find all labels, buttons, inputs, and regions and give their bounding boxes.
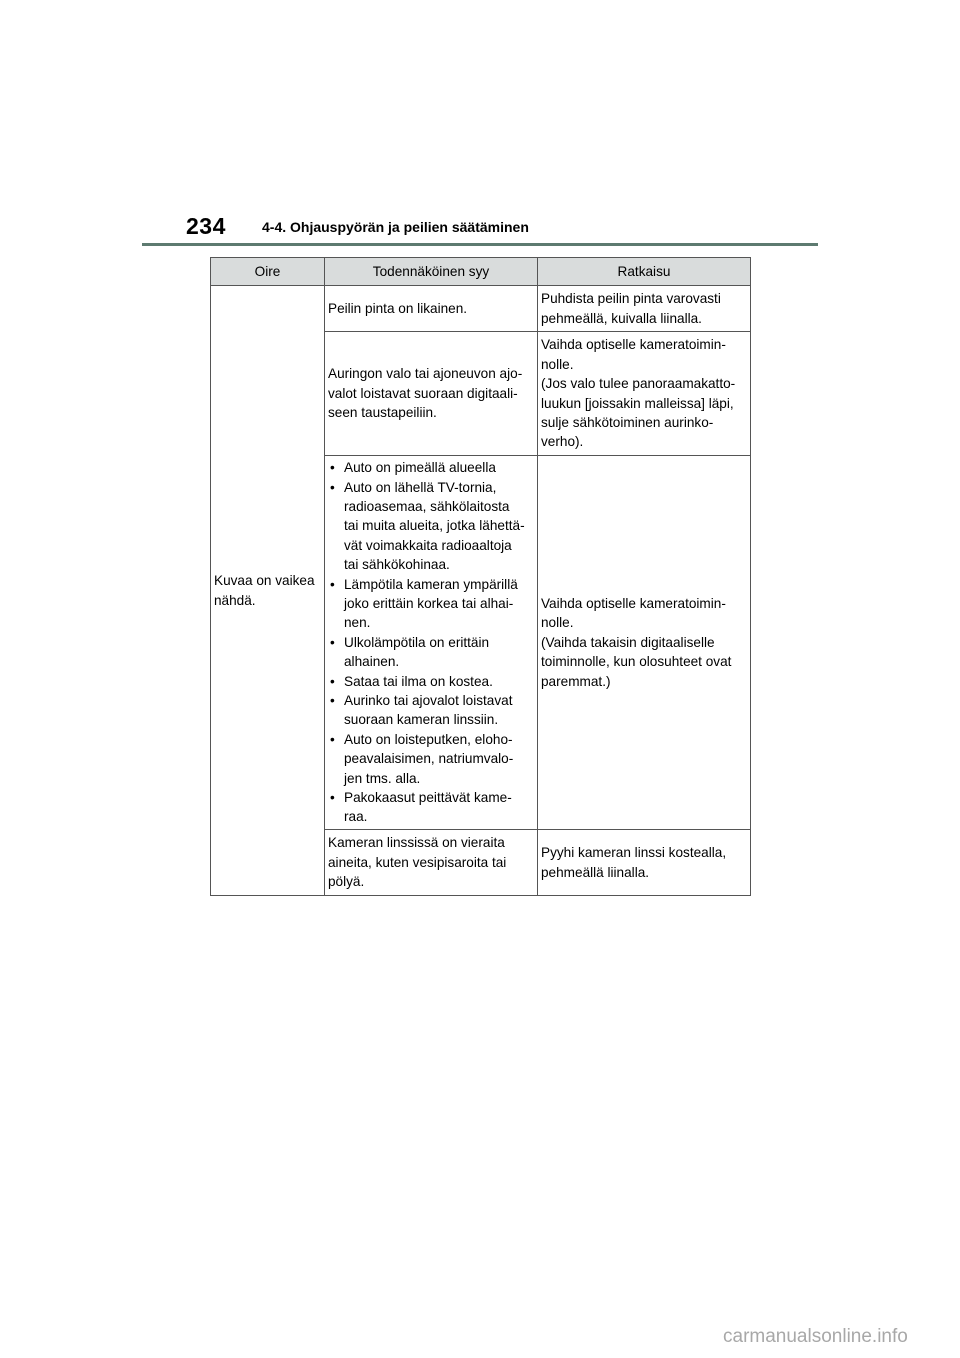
page-number: 234 bbox=[186, 213, 226, 239]
cause-list-item: • Pakokaasut peittävät kame- raa. bbox=[328, 788, 535, 827]
cause-cell bbox=[325, 456, 538, 830]
solution-cell: Puhdista peilin pinta varovasti pehmeällä, kuivalla liinalla. bbox=[538, 286, 751, 332]
column-header-solution: Ratkaisu bbox=[538, 258, 751, 286]
table-header-row bbox=[211, 258, 751, 286]
cause-list-item: • Sataa tai ilma on kostea. bbox=[328, 672, 535, 691]
solution-cell: Vaihda optiselle kameratoimin- nolle. (Jos valo tulee panoraamakatto- luukun [joissakin malleissa] läpi, sulje sähkötoiminen aurinko- verho). bbox=[538, 332, 751, 456]
column-header-symptom: Oire bbox=[211, 258, 325, 286]
cause-cell: Peilin pinta on likainen. bbox=[325, 286, 538, 332]
section-title: 4-4. Ohjauspyörän ja peilien säätäminen bbox=[262, 219, 529, 235]
table-row bbox=[211, 286, 751, 332]
solution-cell: Vaihda optiselle kameratoimin- nolle. (Vaihda takaisin digitaaliselle toiminnolle, kun olosuhteet ovat paremmat.) bbox=[538, 456, 751, 830]
column-header-cause: Todennäköinen syy bbox=[325, 258, 538, 286]
site-watermark: carmanualsonline.info bbox=[723, 1326, 908, 1347]
cause-list-item: • Aurinko tai ajovalot loistavat suoraan kameran linssiin. bbox=[328, 691, 535, 730]
cause-cell: Kameran linssissä on vieraita aineita, kuten vesipisaroita tai pölyä. bbox=[325, 830, 538, 896]
cause-list-item: • Auto on pimeällä alueella bbox=[328, 458, 535, 477]
solution-cell: Pyyhi kameran linssi kostealla, pehmeällä liinalla. bbox=[538, 830, 751, 896]
troubleshooting-table bbox=[210, 257, 751, 896]
cause-list-item: • Auto on lähellä TV-tornia, radioasemaa, sähkölaitosta tai muita alueita, jotka lähettä- vät voimakkaita radioaaltoja tai sähkökohinaa. bbox=[328, 478, 535, 575]
cause-list-item: • Ulkolämpötila on erittäin alhainen. bbox=[328, 633, 535, 672]
symptom-cell: Kuvaa on vaikea nähdä. bbox=[211, 286, 325, 896]
cause-cell: Auringon valo tai ajoneuvon ajo- valot loistavat suoraan digitaali- seen taustapeiliin. bbox=[325, 332, 538, 456]
cause-list-item: • Lämpötila kameran ympärillä joko erittäin korkea tai alhai- nen. bbox=[328, 575, 535, 633]
cause-list-item: • Auto on loisteputken, eloho- peavalaisimen, natriumvalo- jen tms. alla. bbox=[328, 730, 535, 788]
header-divider bbox=[142, 243, 818, 246]
cause-list bbox=[328, 458, 535, 827]
